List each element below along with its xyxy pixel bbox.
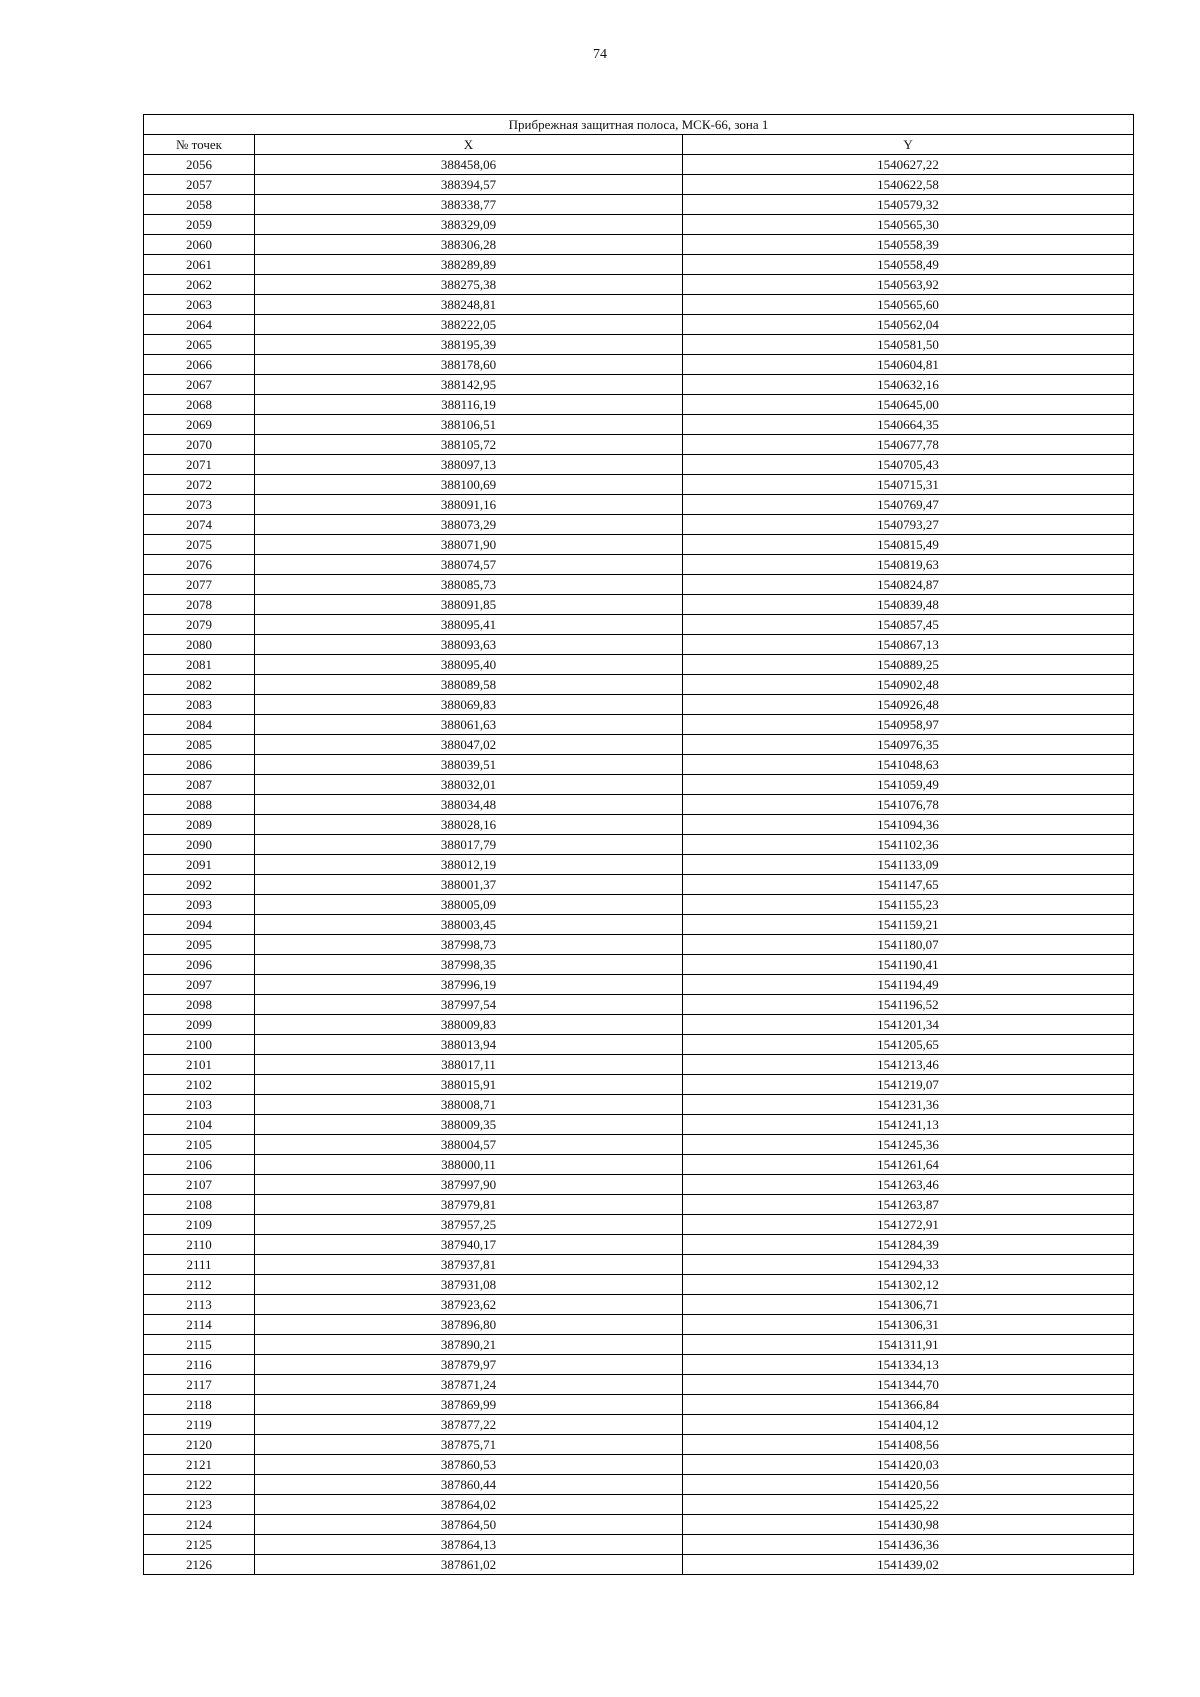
y-coordinate-cell: 1540889,25: [683, 655, 1134, 675]
point-number-cell: 2069: [144, 415, 255, 435]
y-coordinate-cell: 1540867,13: [683, 635, 1134, 655]
y-coordinate-cell: 1541147,65: [683, 875, 1134, 895]
table-row: [144, 1235, 1134, 1255]
y-coordinate-cell: 1540563,92: [683, 275, 1134, 295]
y-coordinate-cell: 1540793,27: [683, 515, 1134, 535]
point-number-cell: 2079: [144, 615, 255, 635]
x-coordinate-cell: 387861,02: [255, 1555, 683, 1575]
table-row: [144, 675, 1134, 695]
x-coordinate-cell: 388009,35: [255, 1115, 683, 1135]
table-row: [144, 375, 1134, 395]
x-coordinate-cell: 388105,72: [255, 435, 683, 455]
y-coordinate-cell: 1541245,36: [683, 1135, 1134, 1155]
x-coordinate-cell: 387923,62: [255, 1295, 683, 1315]
point-number-cell: 2065: [144, 335, 255, 355]
y-coordinate-cell: 1541425,22: [683, 1495, 1134, 1515]
x-coordinate-cell: 388017,11: [255, 1055, 683, 1075]
x-coordinate-cell: 387860,44: [255, 1475, 683, 1495]
y-coordinate-cell: 1541302,12: [683, 1275, 1134, 1295]
table-row: [144, 1495, 1134, 1515]
table-row: [144, 995, 1134, 1015]
y-coordinate-cell: 1541439,02: [683, 1555, 1134, 1575]
x-coordinate-cell: 388306,28: [255, 235, 683, 255]
x-coordinate-cell: 388071,90: [255, 535, 683, 555]
y-coordinate-cell: 1540824,87: [683, 575, 1134, 595]
point-number-cell: 2125: [144, 1535, 255, 1555]
x-coordinate-cell: 387890,21: [255, 1335, 683, 1355]
table-row: [144, 655, 1134, 675]
point-number-cell: 2071: [144, 455, 255, 475]
x-coordinate-cell: 388248,81: [255, 295, 683, 315]
point-number-cell: 2081: [144, 655, 255, 675]
y-coordinate-cell: 1541155,23: [683, 895, 1134, 915]
x-coordinate-cell: 388091,16: [255, 495, 683, 515]
table-row: [144, 295, 1134, 315]
table-row: [144, 1515, 1134, 1535]
point-number-cell: 2126: [144, 1555, 255, 1575]
x-coordinate-cell: 388116,19: [255, 395, 683, 415]
x-coordinate-cell: 388004,57: [255, 1135, 683, 1155]
point-number-cell: 2066: [144, 355, 255, 375]
table-row: [144, 1455, 1134, 1475]
y-coordinate-cell: 1540558,49: [683, 255, 1134, 275]
table-row: [144, 875, 1134, 895]
x-coordinate-cell: 388458,06: [255, 155, 683, 175]
table-row: [144, 1255, 1134, 1275]
table-row: [144, 635, 1134, 655]
table-row: [144, 255, 1134, 275]
point-number-cell: 2106: [144, 1155, 255, 1175]
x-coordinate-cell: 388394,57: [255, 175, 683, 195]
table-row: [144, 1275, 1134, 1295]
y-coordinate-cell: 1541094,36: [683, 815, 1134, 835]
point-number-cell: 2070: [144, 435, 255, 455]
table-row: [144, 1135, 1134, 1155]
point-number-cell: 2108: [144, 1195, 255, 1215]
table-row: [144, 1195, 1134, 1215]
x-coordinate-cell: 388034,48: [255, 795, 683, 815]
point-number-cell: 2067: [144, 375, 255, 395]
x-coordinate-cell: 387957,25: [255, 1215, 683, 1235]
point-number-cell: 2083: [144, 695, 255, 715]
table-row: [144, 315, 1134, 335]
y-coordinate-cell: 1541430,98: [683, 1515, 1134, 1535]
y-coordinate-cell: 1540627,22: [683, 155, 1134, 175]
point-number-cell: 2112: [144, 1275, 255, 1295]
x-coordinate-cell: 387998,35: [255, 955, 683, 975]
point-number-cell: 2080: [144, 635, 255, 655]
table-row: [144, 1415, 1134, 1435]
table-row: [144, 1555, 1134, 1575]
x-coordinate-cell: 387864,13: [255, 1535, 683, 1555]
table-title: Прибрежная защитная полоса, МСК-66, зона 1: [144, 115, 1134, 135]
table-row: [144, 455, 1134, 475]
point-number-cell: 2056: [144, 155, 255, 175]
table-row: [144, 495, 1134, 515]
table-row: [144, 555, 1134, 575]
point-number-cell: 2105: [144, 1135, 255, 1155]
x-coordinate-cell: 388001,37: [255, 875, 683, 895]
y-coordinate-cell: 1540839,48: [683, 595, 1134, 615]
x-coordinate-cell: 388100,69: [255, 475, 683, 495]
x-coordinate-cell: 388047,02: [255, 735, 683, 755]
point-number-cell: 2094: [144, 915, 255, 935]
point-number-cell: 2084: [144, 715, 255, 735]
x-coordinate-cell: 387931,08: [255, 1275, 683, 1295]
column-header-x: X: [255, 135, 683, 155]
table-row: [144, 1015, 1134, 1035]
y-coordinate-cell: 1541284,39: [683, 1235, 1134, 1255]
y-coordinate-cell: 1541196,52: [683, 995, 1134, 1015]
point-number-cell: 2060: [144, 235, 255, 255]
table-row: [144, 515, 1134, 535]
table-row: [144, 615, 1134, 635]
x-coordinate-cell: 388329,09: [255, 215, 683, 235]
point-number-cell: 2093: [144, 895, 255, 915]
point-number-cell: 2101: [144, 1055, 255, 1075]
point-number-cell: 2072: [144, 475, 255, 495]
x-coordinate-cell: 388097,13: [255, 455, 683, 475]
x-coordinate-cell: 388095,41: [255, 615, 683, 635]
table-row: [144, 1215, 1134, 1235]
point-number-cell: 2110: [144, 1235, 255, 1255]
point-number-cell: 2123: [144, 1495, 255, 1515]
table-row: [144, 1475, 1134, 1495]
table-row: [144, 975, 1134, 995]
table-row: [144, 1335, 1134, 1355]
x-coordinate-cell: 388275,38: [255, 275, 683, 295]
x-coordinate-cell: 387871,24: [255, 1375, 683, 1395]
table-row: [144, 915, 1134, 935]
point-number-cell: 2096: [144, 955, 255, 975]
column-header-y: Y: [683, 135, 1134, 155]
table-row: [144, 415, 1134, 435]
y-coordinate-cell: 1540976,35: [683, 735, 1134, 755]
x-coordinate-cell: 388195,39: [255, 335, 683, 355]
y-coordinate-cell: 1541306,31: [683, 1315, 1134, 1335]
table-row: [144, 1435, 1134, 1455]
x-coordinate-cell: 388178,60: [255, 355, 683, 375]
y-coordinate-cell: 1540579,32: [683, 195, 1134, 215]
x-coordinate-cell: 387877,22: [255, 1415, 683, 1435]
table-row: [144, 395, 1134, 415]
point-number-cell: 2090: [144, 835, 255, 855]
table-row: [144, 195, 1134, 215]
y-coordinate-cell: 1540815,49: [683, 535, 1134, 555]
y-coordinate-cell: 1540664,35: [683, 415, 1134, 435]
point-number-cell: 2097: [144, 975, 255, 995]
point-number-cell: 2091: [144, 855, 255, 875]
point-number-cell: 2088: [144, 795, 255, 815]
x-coordinate-cell: 387937,81: [255, 1255, 683, 1275]
point-number-cell: 2059: [144, 215, 255, 235]
x-coordinate-cell: 387879,97: [255, 1355, 683, 1375]
table-row: [144, 1115, 1134, 1135]
x-coordinate-cell: 388012,19: [255, 855, 683, 875]
x-coordinate-cell: 388039,51: [255, 755, 683, 775]
point-number-cell: 2082: [144, 675, 255, 695]
y-coordinate-cell: 1540565,30: [683, 215, 1134, 235]
table-row: [144, 955, 1134, 975]
y-coordinate-cell: 1541420,56: [683, 1475, 1134, 1495]
table-row: [144, 1175, 1134, 1195]
point-number-cell: 2064: [144, 315, 255, 335]
x-coordinate-cell: 388003,45: [255, 915, 683, 935]
x-coordinate-cell: 388017,79: [255, 835, 683, 855]
column-header-point-number: № точек: [144, 135, 255, 155]
table-row: [144, 535, 1134, 555]
y-coordinate-cell: 1540705,43: [683, 455, 1134, 475]
x-coordinate-cell: 388028,16: [255, 815, 683, 835]
y-coordinate-cell: 1541231,36: [683, 1095, 1134, 1115]
point-number-cell: 2075: [144, 535, 255, 555]
table-row: [144, 1355, 1134, 1375]
y-coordinate-cell: 1540604,81: [683, 355, 1134, 375]
point-number-cell: 2077: [144, 575, 255, 595]
table-row: [144, 895, 1134, 915]
x-coordinate-cell: 388089,58: [255, 675, 683, 695]
y-coordinate-cell: 1541334,13: [683, 1355, 1134, 1375]
point-number-cell: 2100: [144, 1035, 255, 1055]
table-header-row: [144, 135, 1134, 155]
x-coordinate-cell: 387864,02: [255, 1495, 683, 1515]
y-coordinate-cell: 1541205,65: [683, 1035, 1134, 1055]
y-coordinate-cell: 1540715,31: [683, 475, 1134, 495]
table-row: [144, 715, 1134, 735]
x-coordinate-cell: 387979,81: [255, 1195, 683, 1215]
point-number-cell: 2104: [144, 1115, 255, 1135]
y-coordinate-cell: 1541311,91: [683, 1335, 1134, 1355]
y-coordinate-cell: 1540926,48: [683, 695, 1134, 715]
table-row: [144, 1295, 1134, 1315]
x-coordinate-cell: 388013,94: [255, 1035, 683, 1055]
point-number-cell: 2113: [144, 1295, 255, 1315]
x-coordinate-cell: 387869,99: [255, 1395, 683, 1415]
point-number-cell: 2124: [144, 1515, 255, 1535]
coordinates-table: [143, 114, 1134, 1575]
table-row: [144, 275, 1134, 295]
y-coordinate-cell: 1540769,47: [683, 495, 1134, 515]
table-row: [144, 335, 1134, 355]
y-coordinate-cell: 1540857,45: [683, 615, 1134, 635]
x-coordinate-cell: 388008,71: [255, 1095, 683, 1115]
point-number-cell: 2109: [144, 1215, 255, 1235]
x-coordinate-cell: 388015,91: [255, 1075, 683, 1095]
point-number-cell: 2061: [144, 255, 255, 275]
point-number-cell: 2063: [144, 295, 255, 315]
y-coordinate-cell: 1541404,12: [683, 1415, 1134, 1435]
y-coordinate-cell: 1540902,48: [683, 675, 1134, 695]
x-coordinate-cell: 387940,17: [255, 1235, 683, 1255]
point-number-cell: 2078: [144, 595, 255, 615]
table-row: [144, 775, 1134, 795]
x-coordinate-cell: 387997,90: [255, 1175, 683, 1195]
x-coordinate-cell: 388085,73: [255, 575, 683, 595]
x-coordinate-cell: 388142,95: [255, 375, 683, 395]
x-coordinate-cell: 388338,77: [255, 195, 683, 215]
table-row: [144, 1315, 1134, 1335]
y-coordinate-cell: 1541272,91: [683, 1215, 1134, 1235]
y-coordinate-cell: 1540622,58: [683, 175, 1134, 195]
table-row: [144, 435, 1134, 455]
y-coordinate-cell: 1541263,87: [683, 1195, 1134, 1215]
x-coordinate-cell: 388005,09: [255, 895, 683, 915]
table-row: [144, 235, 1134, 255]
point-number-cell: 2058: [144, 195, 255, 215]
table-row: [144, 1155, 1134, 1175]
y-coordinate-cell: 1541190,41: [683, 955, 1134, 975]
x-coordinate-cell: 388095,40: [255, 655, 683, 675]
y-coordinate-cell: 1540558,39: [683, 235, 1134, 255]
y-coordinate-cell: 1541194,49: [683, 975, 1134, 995]
point-number-cell: 2074: [144, 515, 255, 535]
y-coordinate-cell: 1540677,78: [683, 435, 1134, 455]
point-number-cell: 2062: [144, 275, 255, 295]
y-coordinate-cell: 1541420,03: [683, 1455, 1134, 1475]
point-number-cell: 2087: [144, 775, 255, 795]
point-number-cell: 2102: [144, 1075, 255, 1095]
point-number-cell: 2114: [144, 1315, 255, 1335]
table-body: [144, 155, 1134, 1575]
y-coordinate-cell: 1541294,33: [683, 1255, 1134, 1275]
y-coordinate-cell: 1541201,34: [683, 1015, 1134, 1035]
point-number-cell: 2103: [144, 1095, 255, 1115]
x-coordinate-cell: 388093,63: [255, 635, 683, 655]
point-number-cell: 2120: [144, 1435, 255, 1455]
y-coordinate-cell: 1540645,00: [683, 395, 1134, 415]
y-coordinate-cell: 1541059,49: [683, 775, 1134, 795]
y-coordinate-cell: 1540565,60: [683, 295, 1134, 315]
table-row: [144, 155, 1134, 175]
point-number-cell: 2117: [144, 1375, 255, 1395]
table-row: [144, 215, 1134, 235]
table-row: [144, 175, 1134, 195]
table-row: [144, 935, 1134, 955]
y-coordinate-cell: 1541213,46: [683, 1055, 1134, 1075]
x-coordinate-cell: 388074,57: [255, 555, 683, 575]
y-coordinate-cell: 1541159,21: [683, 915, 1134, 935]
point-number-cell: 2107: [144, 1175, 255, 1195]
x-coordinate-cell: 387860,53: [255, 1455, 683, 1475]
x-coordinate-cell: 388106,51: [255, 415, 683, 435]
y-coordinate-cell: 1541076,78: [683, 795, 1134, 815]
x-coordinate-cell: 387998,73: [255, 935, 683, 955]
x-coordinate-cell: 388222,05: [255, 315, 683, 335]
y-coordinate-cell: 1541408,56: [683, 1435, 1134, 1455]
table-row: [144, 355, 1134, 375]
point-number-cell: 2085: [144, 735, 255, 755]
table-row: [144, 1075, 1134, 1095]
x-coordinate-cell: 388289,89: [255, 255, 683, 275]
point-number-cell: 2068: [144, 395, 255, 415]
point-number-cell: 2057: [144, 175, 255, 195]
y-coordinate-cell: 1541241,13: [683, 1115, 1134, 1135]
point-number-cell: 2119: [144, 1415, 255, 1435]
table-row: [144, 575, 1134, 595]
y-coordinate-cell: 1540819,63: [683, 555, 1134, 575]
table-row: [144, 1535, 1134, 1555]
point-number-cell: 2089: [144, 815, 255, 835]
y-coordinate-cell: 1541344,70: [683, 1375, 1134, 1395]
table-row: [144, 1095, 1134, 1115]
point-number-cell: 2118: [144, 1395, 255, 1415]
point-number-cell: 2095: [144, 935, 255, 955]
table-row: [144, 755, 1134, 775]
y-coordinate-cell: 1541366,84: [683, 1395, 1134, 1415]
point-number-cell: 2115: [144, 1335, 255, 1355]
y-coordinate-cell: 1541102,36: [683, 835, 1134, 855]
table-row: [144, 695, 1134, 715]
table-row: [144, 595, 1134, 615]
x-coordinate-cell: 387864,50: [255, 1515, 683, 1535]
y-coordinate-cell: 1541048,63: [683, 755, 1134, 775]
point-number-cell: 2073: [144, 495, 255, 515]
x-coordinate-cell: 387896,80: [255, 1315, 683, 1335]
point-number-cell: 2122: [144, 1475, 255, 1495]
table-row: [144, 855, 1134, 875]
point-number-cell: 2086: [144, 755, 255, 775]
table-row: [144, 735, 1134, 755]
point-number-cell: 2076: [144, 555, 255, 575]
x-coordinate-cell: 388061,63: [255, 715, 683, 735]
point-number-cell: 2099: [144, 1015, 255, 1035]
y-coordinate-cell: 1540958,97: [683, 715, 1134, 735]
y-coordinate-cell: 1540581,50: [683, 335, 1134, 355]
point-number-cell: 2116: [144, 1355, 255, 1375]
x-coordinate-cell: 388032,01: [255, 775, 683, 795]
x-coordinate-cell: 388009,83: [255, 1015, 683, 1035]
y-coordinate-cell: 1541133,09: [683, 855, 1134, 875]
y-coordinate-cell: 1540562,04: [683, 315, 1134, 335]
x-coordinate-cell: 387875,71: [255, 1435, 683, 1455]
x-coordinate-cell: 388069,83: [255, 695, 683, 715]
table-row: [144, 795, 1134, 815]
y-coordinate-cell: 1541219,07: [683, 1075, 1134, 1095]
y-coordinate-cell: 1541436,36: [683, 1535, 1134, 1555]
y-coordinate-cell: 1541306,71: [683, 1295, 1134, 1315]
x-coordinate-cell: 388073,29: [255, 515, 683, 535]
point-number-cell: 2092: [144, 875, 255, 895]
y-coordinate-cell: 1540632,16: [683, 375, 1134, 395]
x-coordinate-cell: 388091,85: [255, 595, 683, 615]
x-coordinate-cell: 388000,11: [255, 1155, 683, 1175]
x-coordinate-cell: 387997,54: [255, 995, 683, 1015]
table-row: [144, 815, 1134, 835]
table-row: [144, 835, 1134, 855]
y-coordinate-cell: 1541180,07: [683, 935, 1134, 955]
x-coordinate-cell: 387996,19: [255, 975, 683, 995]
table-row: [144, 1395, 1134, 1415]
point-number-cell: 2111: [144, 1255, 255, 1275]
y-coordinate-cell: 1541261,64: [683, 1155, 1134, 1175]
page-number: 74: [593, 47, 607, 62]
table-row: [144, 1055, 1134, 1075]
point-number-cell: 2121: [144, 1455, 255, 1475]
table-row: [144, 475, 1134, 495]
y-coordinate-cell: 1541263,46: [683, 1175, 1134, 1195]
table-row: [144, 1375, 1134, 1395]
point-number-cell: 2098: [144, 995, 255, 1015]
table-row: [144, 1035, 1134, 1055]
